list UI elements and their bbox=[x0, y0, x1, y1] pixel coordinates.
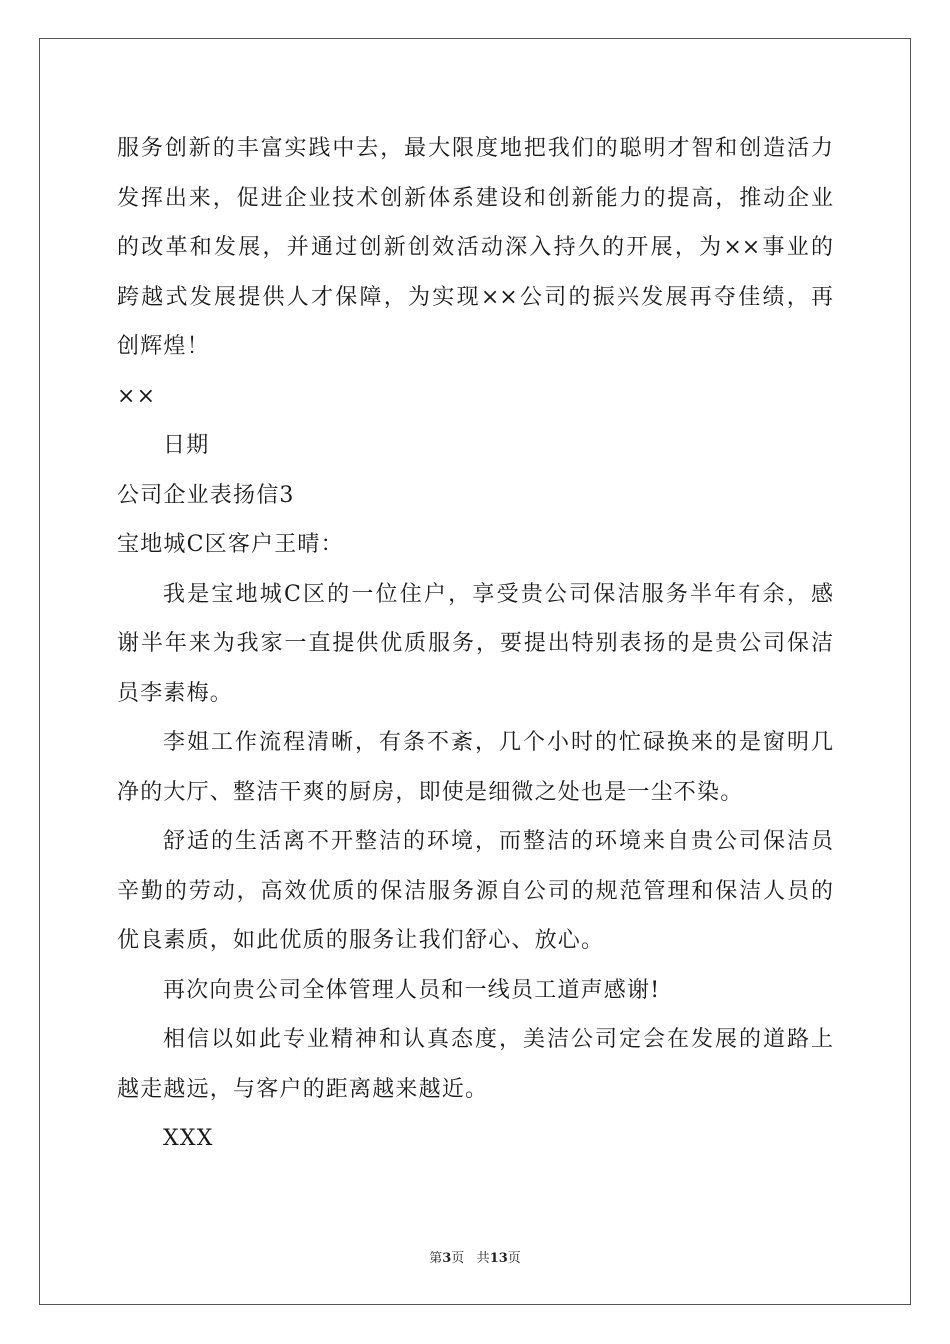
document-body bbox=[117, 124, 833, 1164]
text-line: 李姐工作流程清晰，有条不紊，几个小时的忙碌换来的是窗明几 bbox=[163, 730, 833, 755]
text-line: 员李素梅。 bbox=[117, 680, 234, 706]
signature-line: ×× bbox=[117, 383, 157, 409]
page-footer bbox=[0, 1247, 950, 1266]
date-line: 日期 bbox=[163, 433, 210, 458]
total-pages-number: 13 bbox=[489, 1251, 508, 1266]
salutation-line: 宝地城C区客户王晴： bbox=[117, 532, 344, 557]
text-line: 再次向贵公司全体管理人员和一线员工道声感谢! bbox=[163, 977, 661, 1003]
text-line: 优良素质，如此优质的服务让我们舒心、放心。 bbox=[117, 928, 605, 953]
footer-prefix: 第 bbox=[429, 1251, 443, 1266]
text-line: 跨越式发展提供人才保障，为实现××公司的振兴发展再夺佳绩，再 bbox=[117, 284, 833, 310]
footer-page-suffix: 页 bbox=[451, 1251, 465, 1266]
text-line: 创辉煌！ bbox=[117, 334, 210, 359]
footer-total-prefix: 共 bbox=[476, 1251, 490, 1266]
text-line: 发挥出来，促进企业技术创新体系建设和创新能力的提高，推动企业 bbox=[117, 185, 833, 211]
text-line: 净的大厅、整洁干爽的厨房，即使是细微之处也是一尘不染。 bbox=[117, 779, 744, 805]
text-line: 辛勤的劳动，高效优质的保洁服务源自公司的规范管理和保洁人员的 bbox=[117, 878, 833, 904]
footer-total-suffix: 页 bbox=[507, 1251, 521, 1266]
signature-line: XXX bbox=[163, 1126, 214, 1151]
section-title: 公司企业表扬信3 bbox=[117, 482, 295, 508]
current-page-number: 3 bbox=[442, 1251, 452, 1266]
text-line: 越走越远，与客户的距离越来越近。 bbox=[117, 1076, 489, 1102]
text-line: 相信以如此专业精神和认真态度，美洁公司定会在发展的道路上 bbox=[163, 1027, 833, 1052]
text-line: 服务创新的丰富实践中去，最大限度地把我们的聪明才智和创造活力 bbox=[117, 136, 833, 161]
text-line: 我是宝地城C区的一位住户，享受贵公司保洁服务半年有余，感 bbox=[163, 581, 833, 607]
text-line: 舒适的生活离不开整洁的环境，而整洁的环境来自贵公司保洁员 bbox=[163, 829, 833, 854]
text-line: 谢半年来为我家一直提供优质服务，要提出特别表扬的是贵公司保洁 bbox=[117, 631, 833, 656]
text-line: 的改革和发展，并通过创新创效活动深入持久的开展，为××事业的 bbox=[117, 235, 833, 260]
